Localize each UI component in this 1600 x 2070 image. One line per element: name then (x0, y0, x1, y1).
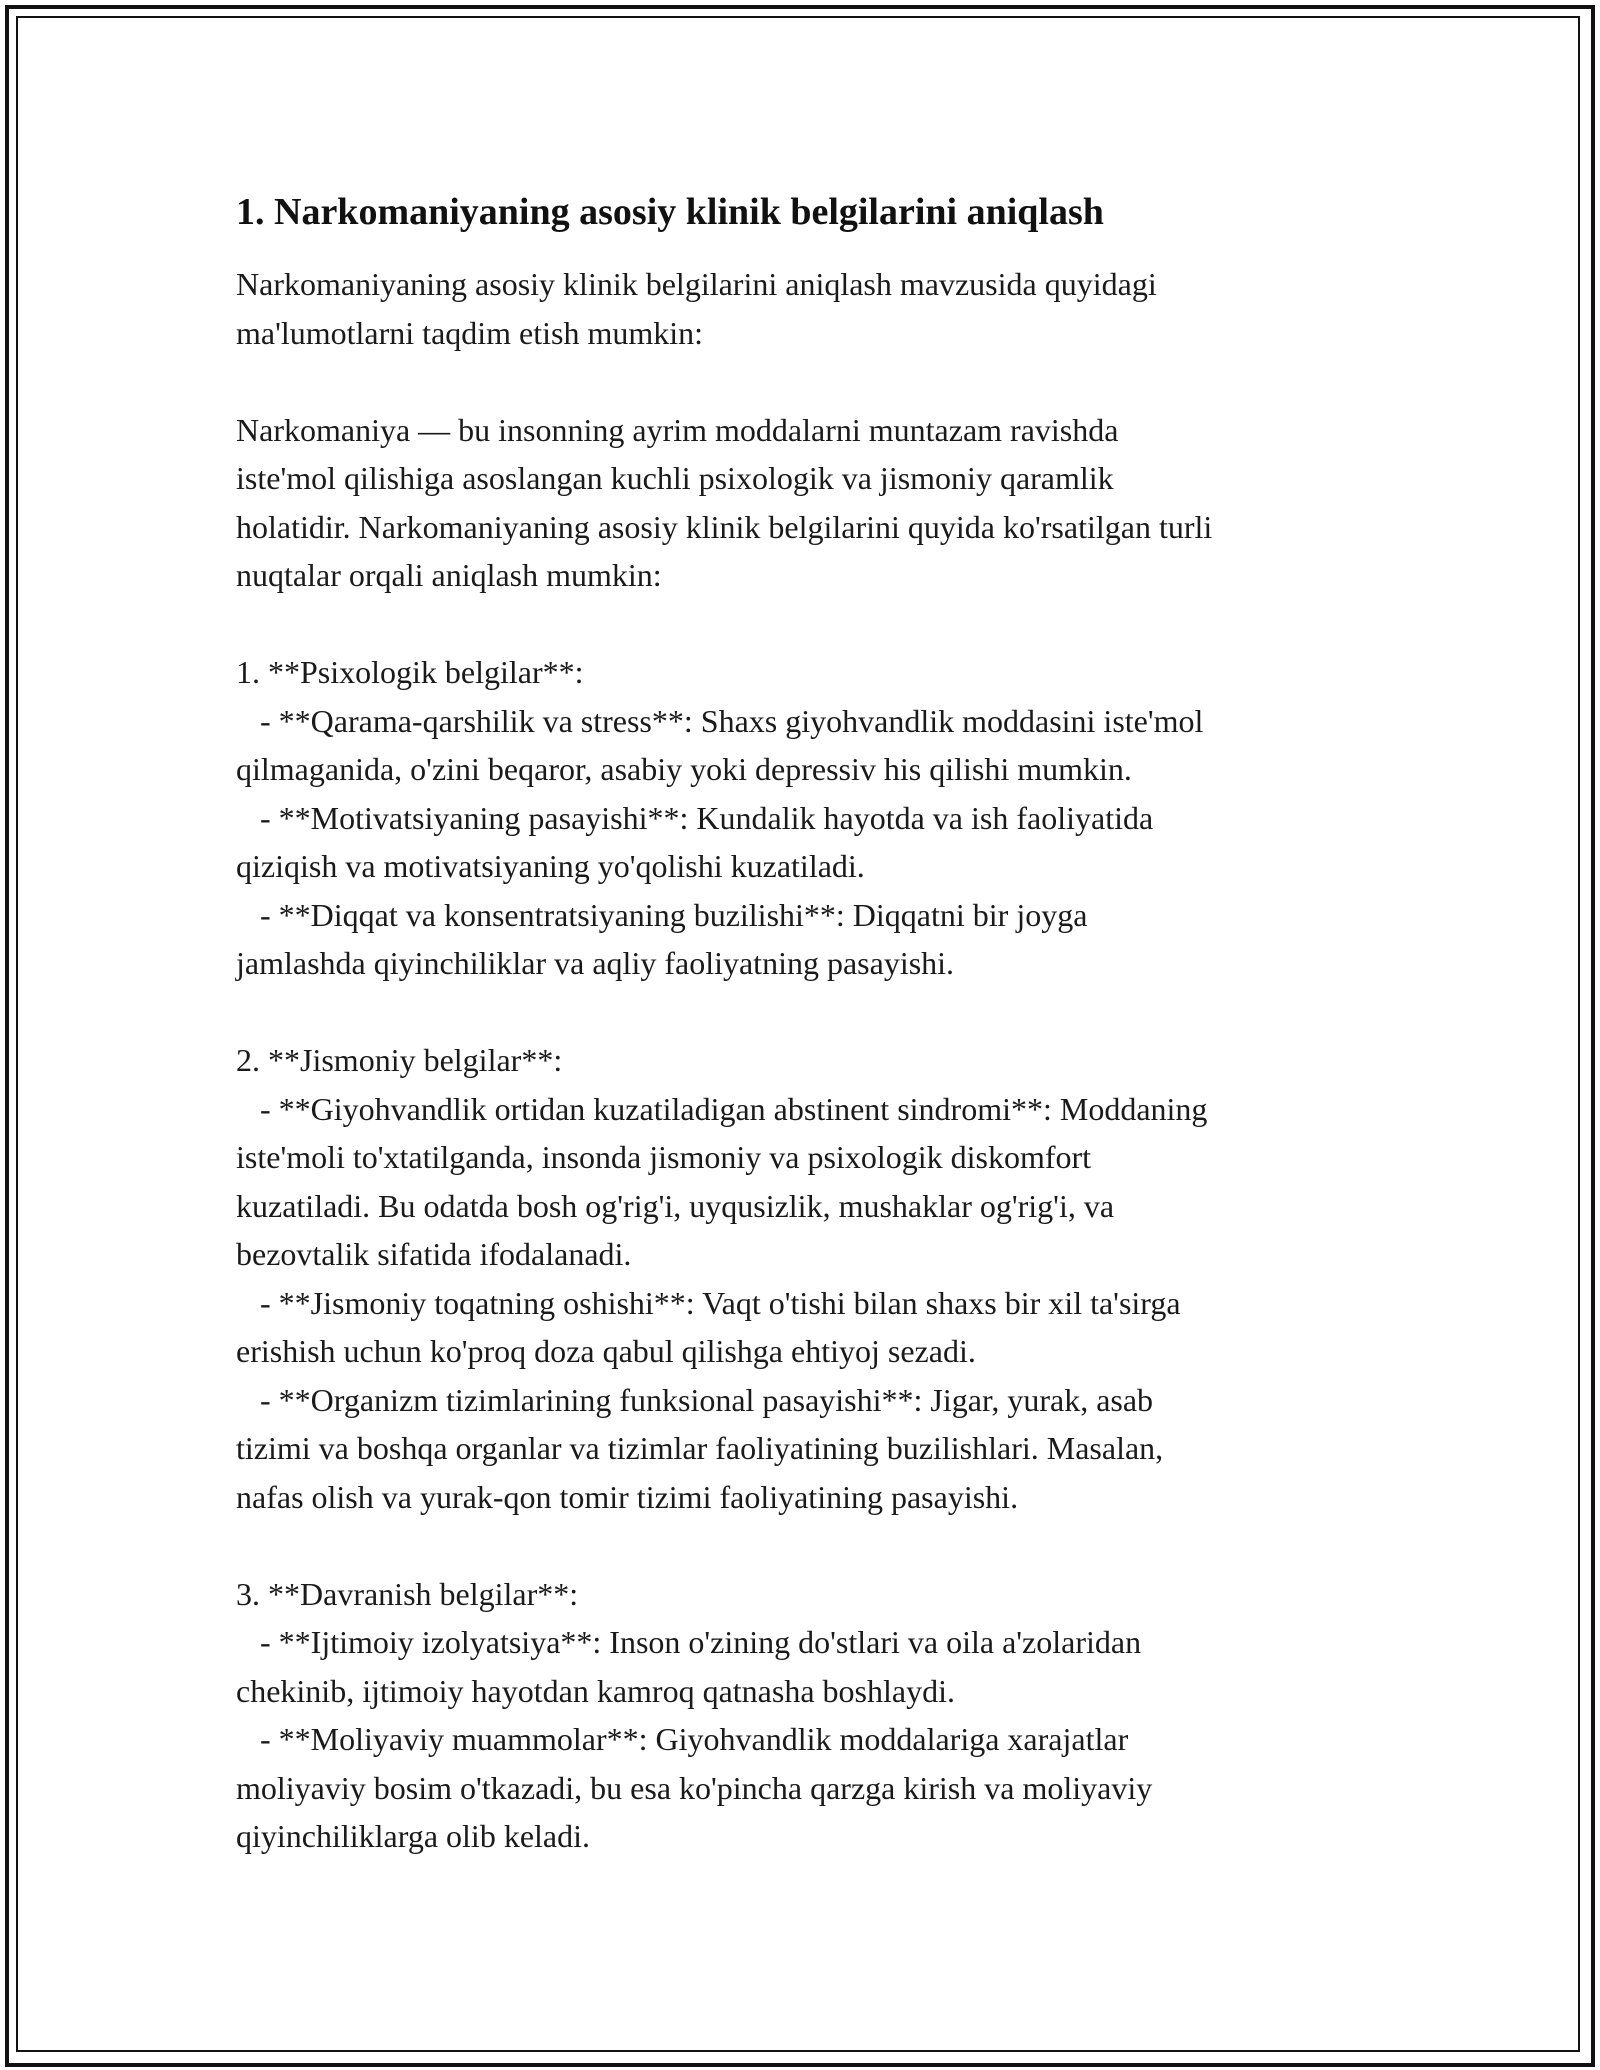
section-behavioral-signs (236, 1570, 1366, 1861)
paragraph-gap (236, 988, 1366, 1037)
text-line: Narkomaniyaning asosiy klinik belgilarini aniqlash mavzusida quyidagi (236, 266, 1157, 302)
text-line: iste'moli to'xtatilganda, insonda jismoniy va psixologik diskomfort (236, 1139, 1092, 1175)
section-heading: 2. **Jismoniy belgilar**: (236, 1042, 563, 1078)
list-item-line: - **Jismoniy toqatning oshishi**: Vaqt o'tishi bilan shaxs bir xil ta'sirga (236, 1284, 1181, 1321)
text-line: chekinib, ijtimoiy hayotdan kamroq qatnasha boshlaydi. (236, 1672, 955, 1709)
text-line: tizimi va boshqa organlar va tizimlar faoliyatining buzilishlari. Masalan, (236, 1430, 1164, 1466)
list-item-line: - **Giyohvandlik ortidan kuzatiladigan abstinent sindromi**: Moddaning (236, 1090, 1208, 1127)
text-line: jamlashda qiyinchiliklar va aqliy faoliyatning pasayishi. (236, 945, 955, 981)
list-item-line: - **Diqqat va konsentratsiyaning buzilishi**: Diqqatni bir joyga (236, 896, 1088, 933)
text-line: holatidir. Narkomaniyaning asosiy klinik belgilarini quyida ko'rsatilgan turli (236, 508, 1213, 545)
paragraph-gap (236, 1521, 1366, 1570)
text-line: qilmaganida, o'zini beqaror, asabiy yoki depressiv his qilishi mumkin. (236, 751, 1132, 787)
list-item-line: - **Ijtimoiy izolyatsiya**: Inson o'zining do'stlari va oila a'zolaridan (236, 1624, 1142, 1660)
paragraph-gap (236, 600, 1366, 649)
section-physical-signs (236, 1036, 1366, 1521)
text-line: nuqtalar orqali aniqlash mumkin: (236, 557, 662, 593)
document-body (236, 186, 1366, 1861)
section-heading: 3. **Davranish belgilar**: (236, 1575, 579, 1612)
list-item-line: - **Motivatsiyaning pasayishi**: Kundalik hayotda va ish faoliyatida (236, 799, 1154, 836)
paragraph-definition (236, 406, 1366, 600)
paragraph-gap (236, 357, 1366, 406)
text-line: bezovtalik sifatida ifodalanadi. (236, 1236, 632, 1272)
list-item-line: - **Moliyaviy muammolar**: Giyohvandlik moddalariga xarajatlar (236, 1721, 1129, 1757)
section-heading: 1. **Psixologik belgilar**: (236, 654, 584, 690)
text-line: ma'lumotlarni taqdim etish mumkin: (236, 314, 704, 351)
text-line: qiziqish va motivatsiyaning yo'qolishi kuzatiladi. (236, 848, 865, 884)
text-line: moliyaviy bosim o'tkazadi, bu esa ko'pincha qarzga kirish va moliyaviy (236, 1769, 1153, 1806)
text-line: nafas olish va yurak-qon tomir tizimi faoliyatining pasayishi. (236, 1478, 1019, 1515)
text-line: Narkomaniya — bu insonning ayrim moddalarni muntazam ravishda (236, 411, 1119, 448)
paragraph-intro (236, 260, 1366, 357)
list-item-line: - **Organizm tizimlarining funksional pasayishi**: Jigar, yurak, asab (236, 1381, 1154, 1418)
text-line: kuzatiladi. Bu odatda bosh og'rig'i, uyqusizlik, mushaklar og'rig'i, va (236, 1187, 1115, 1224)
text-line: qiyinchiliklarga olib keladi. (236, 1818, 590, 1854)
text-line: erishish uchun ko'proq doza qabul qilishga ehtiyoj sezadi. (236, 1333, 976, 1369)
section-psychological-signs (236, 648, 1366, 988)
page-title: 1. Narkomaniyaning asosiy klinik belgilarini aniqlash (236, 191, 1104, 233)
list-item-line: - **Qarama-qarshilik va stress**: Shaxs giyohvandlik moddasini iste'mol (236, 702, 1204, 739)
text-line: iste'mol qilishiga asoslangan kuchli psixologik va jismoniy qaramlik (236, 460, 1114, 496)
